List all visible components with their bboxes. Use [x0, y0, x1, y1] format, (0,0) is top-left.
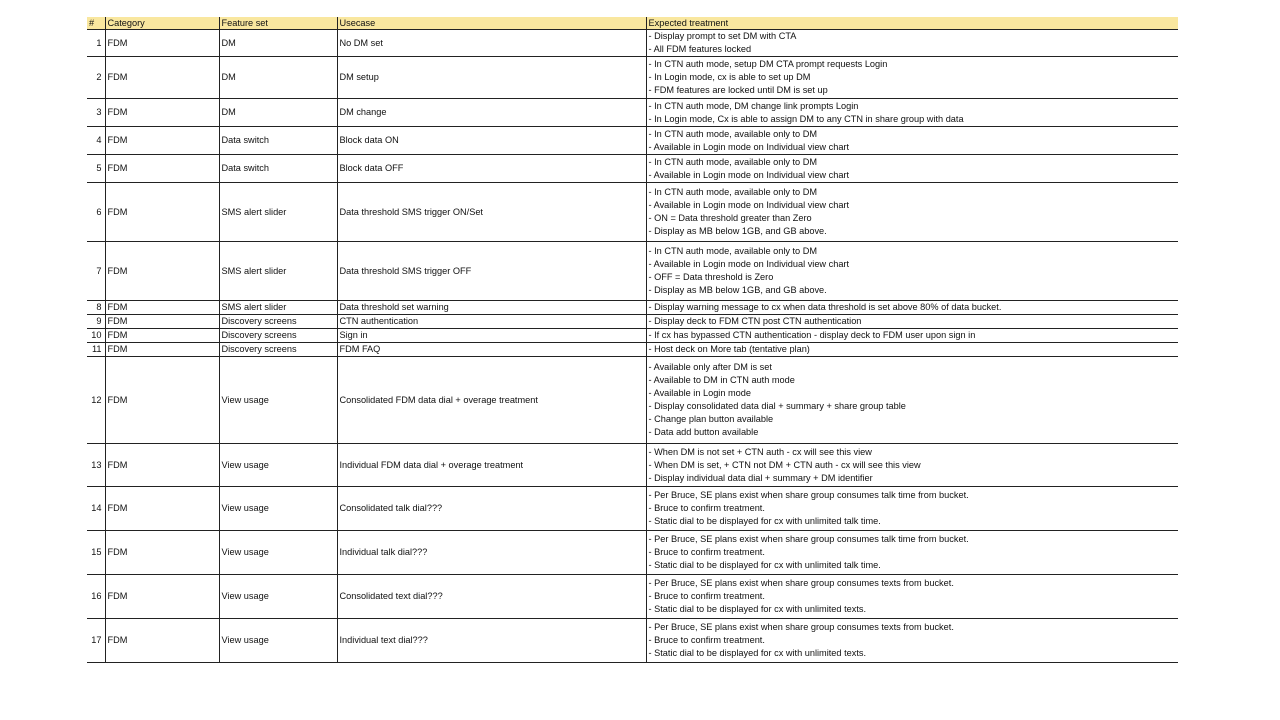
cell-usecase: Individual text dial??? — [337, 619, 646, 663]
cell-num: 2 — [87, 57, 105, 99]
expected-line: - Available in Login mode on Individual view chart — [648, 169, 850, 180]
cell-usecase: Data threshold SMS trigger ON/Set — [337, 183, 646, 242]
expected-line: - Static dial to be displayed for cx with unlimited talk time. — [648, 516, 881, 526]
cell-category: FDM — [105, 301, 219, 315]
expected-line: - Available in Login mode on Individual view chart — [648, 259, 850, 269]
cell-expected-treatment — [646, 242, 1178, 301]
table-row — [87, 155, 1178, 183]
cell-category: FDM — [105, 183, 219, 242]
cell-expected-treatment — [646, 315, 1178, 329]
cell-category: FDM — [105, 343, 219, 357]
cell-num: 1 — [87, 30, 105, 57]
expected-line: - In CTN auth mode, available only to DM — [648, 246, 818, 256]
table-row — [87, 301, 1178, 315]
expected-line: - When DM is set, + CTN not DM + CTN auth - cx will see this view — [648, 459, 921, 470]
table-row — [87, 30, 1178, 57]
cell-expected-treatment — [646, 343, 1178, 357]
cell-feature-set: Data switch — [219, 127, 337, 155]
usecase-table — [87, 17, 1178, 663]
cell-category: FDM — [105, 155, 219, 183]
cell-expected-treatment — [646, 444, 1178, 487]
cell-feature-set: DM — [219, 57, 337, 99]
expected-line: - Display as MB below 1GB, and GB above. — [648, 226, 827, 236]
cell-category: FDM — [105, 127, 219, 155]
cell-num: 4 — [87, 127, 105, 155]
cell-expected-treatment — [646, 531, 1178, 575]
header-category: Category — [105, 17, 219, 30]
cell-num: 13 — [87, 444, 105, 487]
cell-num: 15 — [87, 531, 105, 575]
cell-expected-treatment — [646, 575, 1178, 619]
cell-category: FDM — [105, 531, 219, 575]
expected-line: - Available in Login mode on Individual view chart — [648, 200, 850, 210]
expected-line: - OFF = Data threshold is Zero — [648, 272, 774, 282]
expected-line: - In Login mode, cx is able to set up DM — [648, 72, 811, 82]
cell-num: 14 — [87, 487, 105, 531]
cell-category: FDM — [105, 444, 219, 487]
expected-line: - Display individual data dial + summary + DM identifier — [648, 472, 873, 483]
expected-line: - All FDM features locked — [648, 44, 752, 54]
table-row — [87, 99, 1178, 127]
expected-line: - In CTN auth mode, available only to DM — [648, 156, 818, 167]
cell-num: 9 — [87, 315, 105, 329]
cell-usecase: DM change — [337, 99, 646, 127]
cell-expected-treatment — [646, 30, 1178, 57]
cell-usecase: Data threshold set warning — [337, 301, 646, 315]
expected-line: - Bruce to confirm treatment. — [648, 591, 765, 601]
header-row — [87, 17, 1178, 30]
cell-usecase: Sign in — [337, 329, 646, 343]
table-row — [87, 444, 1178, 487]
expected-line: - Available in Login mode — [648, 388, 751, 398]
table-row — [87, 619, 1178, 663]
cell-expected-treatment — [646, 183, 1178, 242]
cell-usecase: DM setup — [337, 57, 646, 99]
cell-feature-set: View usage — [219, 531, 337, 575]
cell-usecase: Consolidated text dial??? — [337, 575, 646, 619]
cell-num: 5 — [87, 155, 105, 183]
expected-line: - Change plan button available — [648, 414, 774, 424]
cell-expected-treatment — [646, 155, 1178, 183]
cell-feature-set: View usage — [219, 444, 337, 487]
header-feature-set: Feature set — [219, 17, 337, 30]
table-row — [87, 487, 1178, 531]
table-row — [87, 343, 1178, 357]
cell-usecase: Block data ON — [337, 127, 646, 155]
expected-line: - Static dial to be displayed for cx with unlimited talk time. — [648, 560, 881, 570]
cell-num: 7 — [87, 242, 105, 301]
expected-line: - Available only after DM is set — [648, 362, 772, 372]
expected-line: - In CTN auth mode, DM change link prompts Login — [648, 100, 859, 111]
expected-line: - ON = Data threshold greater than Zero — [648, 213, 812, 223]
expected-line: - Host deck on More tab (tentative plan) — [648, 344, 810, 354]
cell-category: FDM — [105, 357, 219, 444]
cell-usecase: CTN authentication — [337, 315, 646, 329]
cell-feature-set: SMS alert slider — [219, 242, 337, 301]
expected-line: - In CTN auth mode, available only to DM — [648, 187, 818, 197]
expected-line: - Display deck to FDM CTN post CTN authentication — [648, 316, 862, 326]
cell-num: 10 — [87, 329, 105, 343]
expected-line: - Bruce to confirm treatment. — [648, 635, 765, 645]
cell-feature-set: SMS alert slider — [219, 183, 337, 242]
expected-line: - If cx has bypassed CTN authentication - display deck to FDM user upon sign in — [648, 330, 976, 340]
cell-num: 16 — [87, 575, 105, 619]
cell-feature-set: View usage — [219, 575, 337, 619]
table-row — [87, 357, 1178, 444]
cell-feature-set: SMS alert slider — [219, 301, 337, 315]
expected-line: - Bruce to confirm treatment. — [648, 547, 765, 557]
table-row — [87, 531, 1178, 575]
table-row — [87, 183, 1178, 242]
cell-usecase: Consolidated FDM data dial + overage treatment — [337, 357, 646, 444]
cell-category: FDM — [105, 57, 219, 99]
cell-num: 12 — [87, 357, 105, 444]
expected-line: - Per Bruce, SE plans exist when share group consumes texts from bucket. — [648, 578, 954, 588]
cell-usecase: Consolidated talk dial??? — [337, 487, 646, 531]
cell-expected-treatment — [646, 329, 1178, 343]
expected-line: - Data add button available — [648, 427, 759, 437]
cell-category: FDM — [105, 487, 219, 531]
cell-usecase: No DM set — [337, 30, 646, 57]
expected-line: - Display prompt to set DM with CTA — [648, 31, 797, 41]
cell-usecase: FDM FAQ — [337, 343, 646, 357]
expected-line: - Per Bruce, SE plans exist when share group consumes talk time from bucket. — [648, 534, 969, 544]
cell-num: 17 — [87, 619, 105, 663]
expected-line: - In Login mode, Cx is able to assign DM to any CTN in share group with data — [648, 113, 964, 124]
cell-category: FDM — [105, 329, 219, 343]
cell-feature-set: View usage — [219, 487, 337, 531]
expected-line: - Static dial to be displayed for cx with unlimited texts. — [648, 648, 867, 658]
cell-category: FDM — [105, 315, 219, 329]
expected-line: - Bruce to confirm treatment. — [648, 503, 765, 513]
table-row — [87, 242, 1178, 301]
header-expected-treatment: Expected treatment — [646, 17, 1178, 30]
expected-line: - When DM is not set + CTN auth - cx will see this view — [648, 446, 872, 457]
cell-usecase: Individual talk dial??? — [337, 531, 646, 575]
cell-expected-treatment — [646, 57, 1178, 99]
cell-category: FDM — [105, 30, 219, 57]
cell-num: 3 — [87, 99, 105, 127]
cell-feature-set: Discovery screens — [219, 315, 337, 329]
expected-line: - FDM features are locked until DM is set up — [648, 85, 828, 95]
cell-expected-treatment — [646, 357, 1178, 444]
cell-expected-treatment — [646, 301, 1178, 315]
cell-category: FDM — [105, 99, 219, 127]
cell-feature-set: DM — [219, 30, 337, 57]
cell-category: FDM — [105, 619, 219, 663]
cell-usecase: Data threshold SMS trigger OFF — [337, 242, 646, 301]
cell-category: FDM — [105, 242, 219, 301]
table-row — [87, 329, 1178, 343]
table-row — [87, 315, 1178, 329]
cell-expected-treatment — [646, 127, 1178, 155]
cell-feature-set: Data switch — [219, 155, 337, 183]
cell-num: 11 — [87, 343, 105, 357]
cell-category: FDM — [105, 575, 219, 619]
cell-feature-set: Discovery screens — [219, 329, 337, 343]
cell-feature-set: Discovery screens — [219, 343, 337, 357]
expected-line: - In CTN auth mode, available only to DM — [648, 128, 818, 139]
table-row — [87, 127, 1178, 155]
expected-line: - In CTN auth mode, setup DM CTA prompt requests Login — [648, 59, 888, 69]
expected-line: - Per Bruce, SE plans exist when share group consumes texts from bucket. — [648, 622, 954, 632]
cell-usecase: Block data OFF — [337, 155, 646, 183]
cell-feature-set: View usage — [219, 357, 337, 444]
cell-feature-set: DM — [219, 99, 337, 127]
cell-feature-set: View usage — [219, 619, 337, 663]
cell-usecase: Individual FDM data dial + overage treatment — [337, 444, 646, 487]
header-num: # — [87, 17, 105, 30]
expected-line: - Display as MB below 1GB, and GB above. — [648, 285, 827, 295]
cell-expected-treatment — [646, 487, 1178, 531]
cell-expected-treatment — [646, 99, 1178, 127]
expected-line: - Per Bruce, SE plans exist when share group consumes talk time from bucket. — [648, 490, 969, 500]
header-usecase: Usecase — [337, 17, 646, 30]
expected-line: - Available in Login mode on Individual view chart — [648, 141, 850, 152]
expected-line: - Display warning message to cx when data threshold is set above 80% of data bucket. — [648, 302, 1002, 312]
cell-expected-treatment — [646, 619, 1178, 663]
table-row — [87, 57, 1178, 99]
expected-line: - Static dial to be displayed for cx with unlimited texts. — [648, 604, 867, 614]
cell-num: 8 — [87, 301, 105, 315]
expected-line: - Available to DM in CTN auth mode — [648, 375, 795, 385]
expected-line: - Display consolidated data dial + summary + share group table — [648, 401, 906, 411]
cell-num: 6 — [87, 183, 105, 242]
table-row — [87, 575, 1178, 619]
